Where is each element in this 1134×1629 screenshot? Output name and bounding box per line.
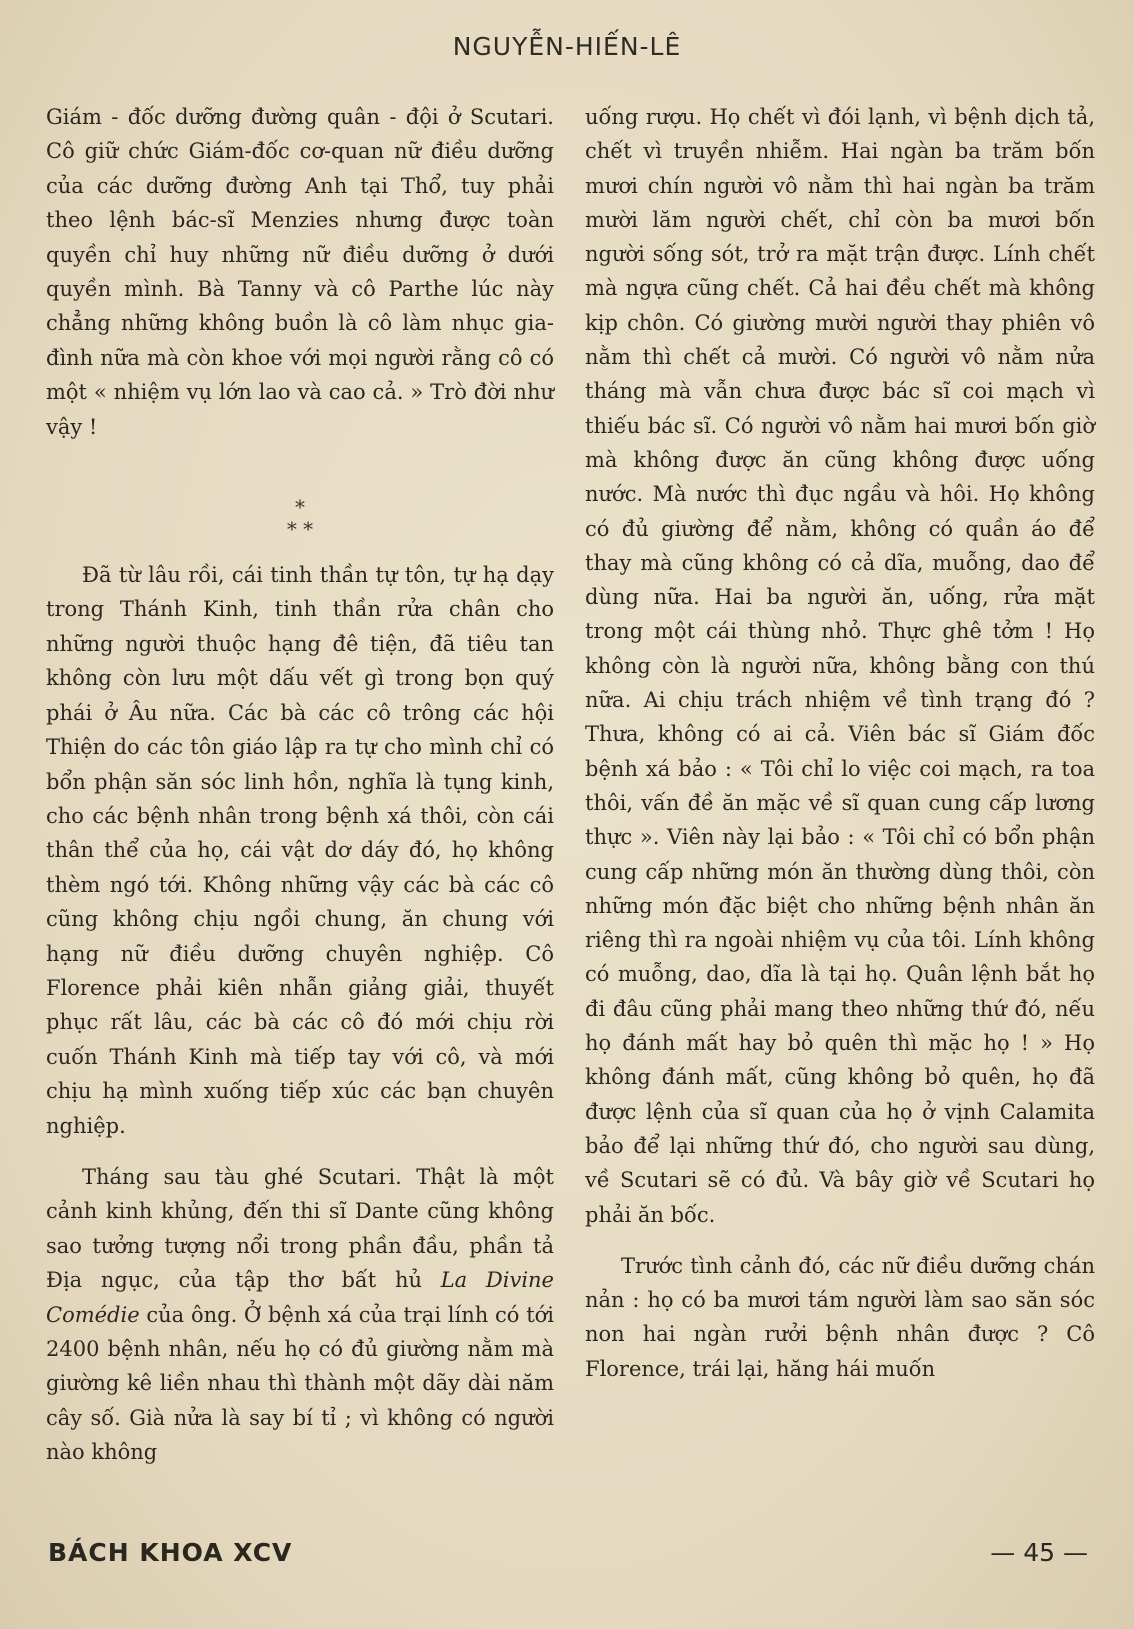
right-column xyxy=(585,100,1095,1386)
section-separator xyxy=(46,496,554,540)
separator-star-top: * xyxy=(295,495,305,520)
paragraph-scutari xyxy=(46,1160,554,1470)
paragraph-text: Tháng sau tàu ghé Scutari. Thật là một cảnh kinh khủng, đến thi sĩ Dante cũng không sao tưởng tượng nổi trong phần đầu, phần tả Địa ngục, của tập thơ bất hủ xyxy=(46,1164,554,1293)
book-title: La Divine Comédie xyxy=(46,1268,554,1327)
paragraph: Đã từ lâu rồi, cái tinh thần tự tôn, tự hạ dạy trong Thánh Kinh, tinh thần rửa chân cho những người thuộc hạng đê tiện, đã tiêu tan không còn lưu một dấu vết gì trong bọn quý phái ở Âu nữa. Các bà các cô trông các hội Thiện do các tôn giáo lập ra tự cho mình chỉ có bổn phận săn sóc linh hồn, nghĩa là tụng kinh, cho các bệnh nhân trong bệnh xá thôi, còn cái thân thể của họ, cái vật dơ dáy đó, họ không thèm ngó tới. Không những vậy các bà các cô cũng không chịu ngồi chung, ăn chung với hạng nữ điều dưỡng chuyên nghiệp. Cô Florence phải kiên nhẫn giảng giải, thuyết phục rất lâu, các bà các cô đó mới chịu rời cuốn Thánh Kinh mà tiếp tay với cô, và mới chịu hạ mình xuống tiếp xúc các bạn chuyên nghiệp. xyxy=(46,563,554,1138)
paragraph: Trước tình cảnh đó, các nữ điều dưỡng chán nản : họ có ba mươi tám người làm sao săn sóc non hai ngàn rưởi bệnh nhân được ? Cô Florence, trái lại, hăng hái muốn xyxy=(585,1253,1095,1381)
page-number: — 45 — xyxy=(990,1538,1088,1567)
running-header: NGUYỄN-HIẾN-LÊ xyxy=(452,32,682,61)
paragraph-text: của ông. Ở bệnh xá của trại lính có tới 2400 bệnh nhân, nếu họ có đủ giường nằm mà giường kê liền nhau thì thành một dãy dài năm cây số. Già nửa là say bí tỉ ; vì không có người nào không xyxy=(46,1302,554,1465)
magazine-footer: BÁCH KHOA XCV xyxy=(48,1538,293,1567)
paragraph-continued: uống rượu. Họ chết vì đói lạnh, vì bệnh dịch tả, chết vì truyền nhiễm. Hai ngàn ba trăm bốn mươi chín người vô nằm thì hai ngàn ba trăm mười lăm người chết, chỉ còn ba mươi bốn người sống sót, trở ra mặt trận được. Lính chết mà ngựa cũng chết. Cả hai đều chết mà không kịp chôn. Có giường mười người thay phiên vô nằm thì chết cả mười. Có người vô nằm nửa tháng mà vẫn chưa được bác sĩ coi mạch vì thiếu bác sĩ. Có người vô nằm hai mươi bốn giờ mà không được ăn cũng không được uống nước. Mà nước thì đục ngầu và hôi. Họ không có đủ giường để nằm, không có quần áo để thay mà cũng không có cả dĩa, muỗng, dao để dùng nữa. Hai ba người ăn, uống, rửa mặt trong một cái thùng nhỏ. Thực ghê tởm ! Họ không còn là người nữa, không bằng con thú nữa. Ai chịu trách nhiệm về tình trạng đó ? Thưa, không có ai cả. Viên bác sĩ Giám đốc bệnh xá bảo : « Tôi chỉ lo việc coi mạch, ra toa thôi, vấn đề ăn mặc về sĩ quan cung cấp lương thực ». Viên này lại bảo : « Tôi chỉ có bổn phận cung cấp những món ăn thường dùng thôi, còn những món đặc biệt cho những bệnh nhân ăn riêng thì ra ngoài nhiệm vụ của tôi. Lính không có muỗng, dao, dĩa là tại họ. Quân lệnh bắt họ đi đâu cũng phải mang theo những thứ đó, nếu họ đánh mất hay bỏ quên thì mặc họ ! » Họ không đánh mất, cũng không bỏ quên, họ đã được lệnh của sĩ quan của họ ở vịnh Calamita bảo để lại những thứ đó, cho người sau dùng, về Scutari sẽ có đủ. Và bây giờ về Scutari họ phải ăn bốc. xyxy=(585,105,1095,1227)
paragraph-continued: Giám - đốc dưỡng đường quân - đội ở Scutari. Cô giữ chức Giám-đốc cơ-quan nữ điều dưỡng của các dưỡng đường Anh tại Thổ, tuy phải theo lệnh bác-sĩ Menzies nhưng được toàn quyền chỉ huy những nữ điều dưỡng ở dưới quyền mình. Bà Tanny và cô Parthe lúc này chẳng những không buồn là cô làm nhục gia-đình nữa mà còn khoe với mọi người rằng cô có một « nhiệm vụ lớn lao và cao cả. » Trò đời như vậy ! xyxy=(46,105,554,439)
separator-stars-bottom: * * xyxy=(286,517,314,542)
left-column xyxy=(46,100,554,1470)
